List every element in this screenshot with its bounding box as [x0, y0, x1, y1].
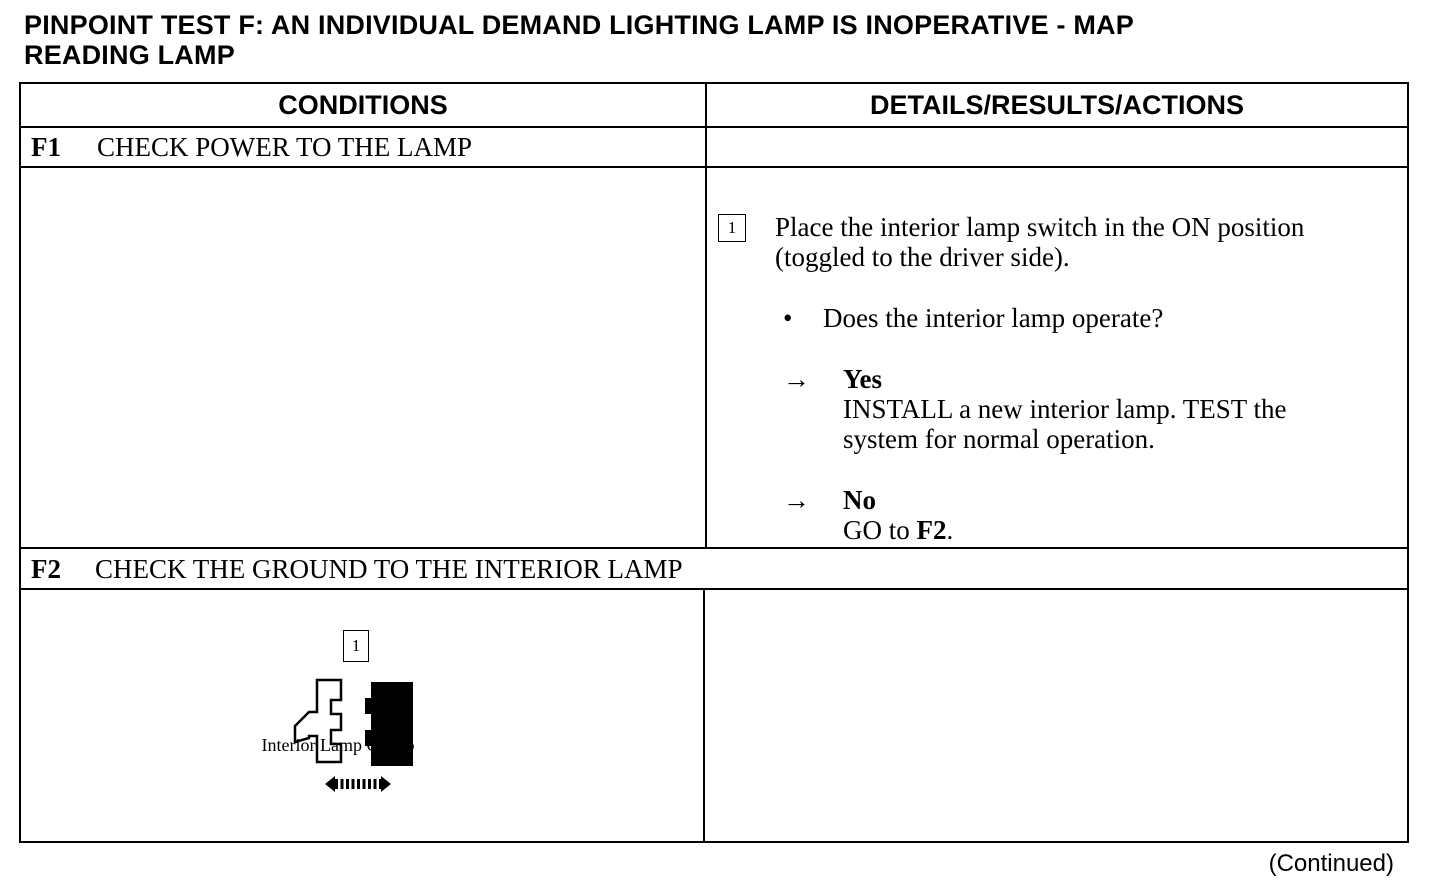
no-action — [843, 515, 1403, 545]
step-id: F1 — [31, 131, 61, 162]
column-divider — [705, 166, 707, 549]
figure-caption: Interior Lamp C890b — [261, 735, 415, 755]
no-action-target: F2 — [916, 515, 947, 545]
step-title: CHECK POWER TO THE LAMP — [97, 131, 473, 162]
pinpoint-test-table — [19, 82, 1409, 843]
continued-label: (Continued) — [1268, 850, 1394, 877]
step-number-box: 1 — [718, 214, 746, 242]
question-text: Does the interior lamp operate? — [823, 303, 1164, 333]
no-action-text: GO to — [843, 515, 917, 545]
instruction-line-1: Place the interior lamp switch in the ON position — [775, 212, 1305, 242]
no-action-period: . — [946, 515, 954, 545]
page-title — [24, 10, 1414, 70]
yes-label: Yes — [843, 364, 882, 394]
title-line-1: PINPOINT TEST F: AN INDIVIDUAL DEMAND LIGHTING LAMP IS INOPERATIVE - MAP — [24, 10, 1134, 40]
instruction-text — [775, 212, 1395, 272]
no-label: No — [843, 485, 876, 515]
step-id: F2 — [31, 553, 61, 584]
details-header: DETAILS/RESULTS/ACTIONS — [869, 89, 1244, 120]
step-f1-row — [31, 127, 472, 167]
step-title: CHECK THE GROUND TO THE INTERIOR LAMP — [95, 553, 683, 584]
no-result — [843, 485, 1403, 545]
title-line-2: READING LAMP — [24, 40, 235, 70]
conditions-header: CONDITIONS — [278, 89, 448, 120]
step-f2-row — [31, 549, 683, 589]
figure-number-box: 1 — [343, 630, 369, 662]
yes-action-line-2: system for normal operation. — [843, 424, 1155, 454]
column-divider — [703, 588, 705, 843]
yes-result — [843, 364, 1403, 454]
instruction-line-2: (toggled to the driver side). — [775, 242, 1070, 272]
yes-action-line-1: INSTALL a new interior lamp. TEST the — [843, 394, 1287, 424]
arrow-right-icon: → — [783, 364, 810, 394]
bullet-icon: • — [783, 303, 793, 333]
arrow-right-icon: → — [783, 485, 810, 515]
